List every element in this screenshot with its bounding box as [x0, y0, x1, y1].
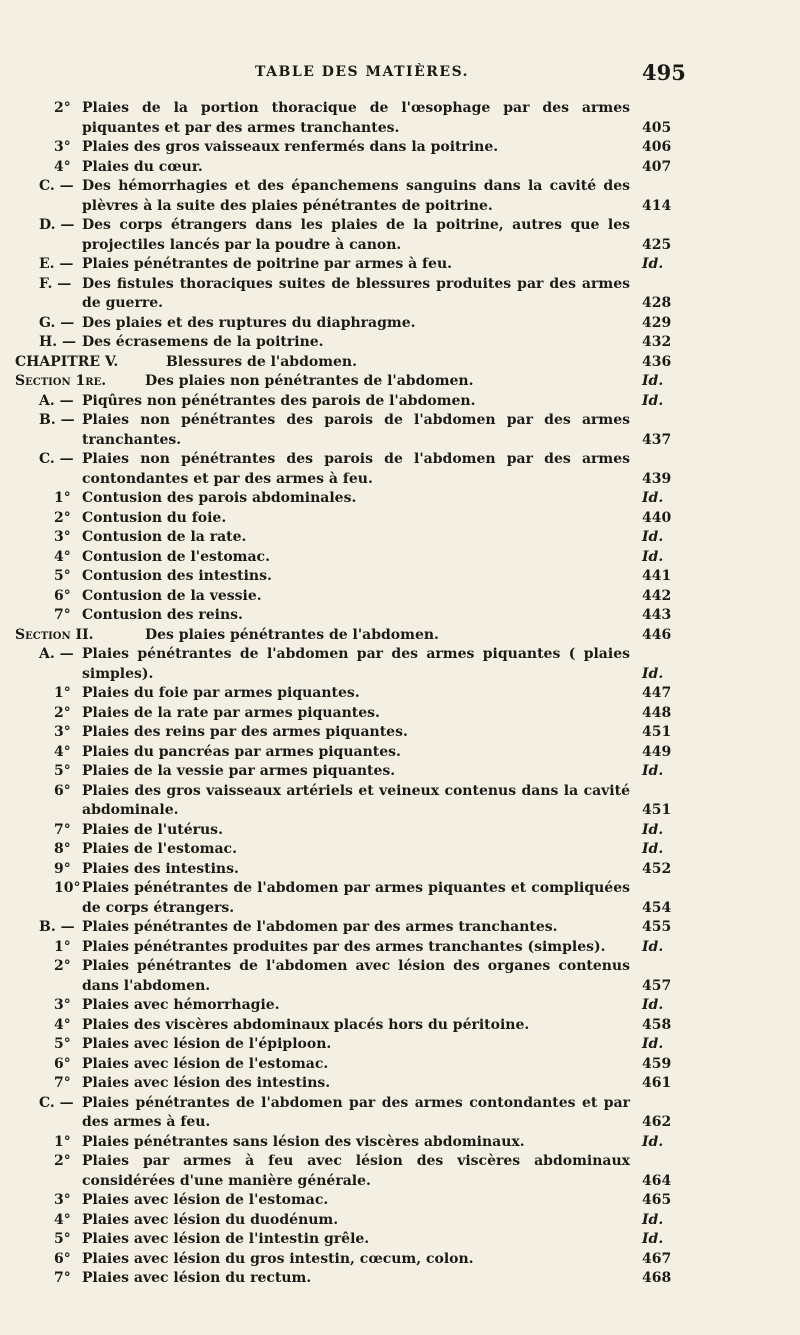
toc-entry-title: Contusion de la rate.: [82, 529, 247, 545]
toc-entry-title: Plaies du pancréas par armes piquantes.: [82, 743, 401, 760]
toc-entry-marker: B. —: [39, 919, 75, 935]
toc-entry-marker: A. —: [39, 646, 74, 662]
toc-entry-marker: 3°: [54, 1192, 71, 1208]
toc-entry-marker: 5°: [54, 568, 71, 584]
toc-entry-title: Plaies par armes à feu avec lésion des viscères abdominaux considérées d'une manière générale.: [82, 1153, 630, 1189]
toc-entry-title: Plaies pénétrantes sans lésion des viscères abdominaux.: [82, 1133, 525, 1150]
toc-entry: [0, 918, 800, 938]
toc-entry-page: 429: [642, 314, 672, 331]
toc-entry-page: Id.: [642, 997, 664, 1013]
toc-entry-marker: CHAPITRE V.: [15, 353, 119, 370]
toc-entry-marker: 2°: [54, 100, 71, 116]
toc-entry-title: Des plaies et des ruptures du diaphragme.: [82, 314, 416, 331]
toc-entry: [0, 626, 800, 646]
toc-entry-page: Id.: [642, 1231, 664, 1247]
toc-entry-marker: Section II.: [15, 626, 94, 643]
toc-entry: [0, 957, 800, 996]
toc-entry-page: Id.: [642, 665, 664, 682]
toc-entry-title: Plaies non pénétrantes des parois de l'abdomen par des armes contondantes et par des armes à feu.: [82, 451, 630, 487]
toc-entry-marker: 4°: [54, 1016, 71, 1033]
toc-entry-title: Plaies avec lésion du duodénum.: [82, 1211, 339, 1228]
toc-entry: [0, 1055, 800, 1075]
table-of-contents: [0, 99, 800, 1289]
toc-entry-title: Contusion des parois abdominales.: [82, 490, 357, 506]
toc-entry-page: 452: [642, 860, 672, 877]
toc-entry-marker: C. —: [39, 178, 74, 194]
toc-entry: [0, 450, 800, 489]
toc-entry-page: 405: [642, 119, 672, 136]
toc-entry-marker: 7°: [54, 1075, 71, 1091]
toc-entry-page: 458: [642, 1016, 672, 1033]
toc-entry-title: Des corps étrangers dans les plaies de la poitrine, autres que les projectiles lancés par la poudre à canon.: [82, 217, 630, 253]
toc-entry: [0, 762, 800, 782]
toc-entry-page: 454: [642, 899, 672, 916]
toc-entry-page: Id.: [642, 548, 664, 565]
toc-entry: [0, 704, 800, 724]
toc-entry-title: Plaies avec lésion de l'estomac.: [82, 1192, 329, 1208]
toc-entry-title: Plaies des reins par des armes piquantes.: [82, 724, 408, 740]
toc-entry: [0, 509, 800, 529]
toc-entry: [0, 548, 800, 568]
toc-entry-page: Id.: [642, 392, 664, 409]
toc-entry: [0, 1133, 800, 1153]
toc-entry-page: Id.: [642, 373, 664, 389]
toc-entry: [0, 255, 800, 275]
page-number: 495: [642, 60, 686, 85]
toc-entry-marker: 1°: [54, 685, 71, 701]
toc-entry: [0, 1191, 800, 1211]
toc-entry-marker: 1°: [54, 490, 71, 506]
toc-entry: [0, 158, 800, 178]
toc-entry-page: 462: [642, 1114, 672, 1130]
toc-entry-marker: 4°: [54, 1211, 71, 1228]
toc-entry-marker: 9°: [54, 860, 71, 877]
toc-entry-marker: 1°: [54, 1133, 71, 1150]
toc-entry-title: Des écrasemens de la poitrine.: [82, 334, 324, 350]
running-title: TABLE DES MATIÈRES.: [255, 64, 470, 80]
toc-entry-page: Id.: [642, 529, 664, 545]
toc-entry-marker: C. —: [39, 1094, 74, 1111]
toc-entry-page: 457: [642, 977, 672, 994]
toc-entry-title: Plaies non pénétrantes des parois de l'abdomen par des armes tranchantes.: [82, 412, 630, 448]
toc-entry-page: 428: [642, 295, 672, 311]
toc-entry: [0, 372, 800, 392]
toc-entry-marker: 6°: [54, 1250, 71, 1267]
toc-entry-marker: 3°: [54, 997, 71, 1013]
toc-entry-page: 451: [642, 802, 672, 818]
toc-entry: [0, 275, 800, 314]
toc-entry: [0, 138, 800, 158]
toc-entry: [0, 684, 800, 704]
toc-entry-marker: D. —: [39, 217, 75, 233]
toc-entry-title: Plaies du cœur.: [82, 158, 203, 175]
toc-entry-page: 406: [642, 139, 672, 155]
toc-entry-marker: 7°: [54, 607, 71, 623]
toc-entry-page: Id.: [642, 821, 664, 838]
toc-entry-page: Id.: [642, 763, 664, 779]
toc-entry-marker: A. —: [39, 392, 74, 409]
toc-entry-marker: B. —: [39, 412, 75, 428]
toc-entry: [0, 1016, 800, 1036]
toc-entry: [0, 821, 800, 841]
toc-entry-page: 439: [642, 470, 672, 487]
toc-entry-title: Plaies avec lésion de l'intestin grêle.: [82, 1231, 370, 1247]
toc-entry-title: Plaies pénétrantes produites par des armes tranchantes (simples).: [82, 938, 606, 955]
toc-entry: [0, 1230, 800, 1250]
page-header: [0, 60, 800, 88]
toc-entry: [0, 1074, 800, 1094]
toc-entry-marker: 4°: [54, 743, 71, 760]
toc-entry-title: Plaies avec lésion de l'épiploon.: [82, 1036, 332, 1052]
toc-entry-marker: 5°: [54, 1231, 71, 1247]
toc-entry: [0, 1094, 800, 1133]
toc-entry-marker: 3°: [54, 724, 71, 740]
toc-entry: [0, 528, 800, 548]
toc-entry-page: 461: [642, 1075, 672, 1091]
toc-entry-title: Plaies pénétrantes de l'abdomen par armes piquantes et compliquées de corps étrangers.: [82, 880, 630, 916]
toc-entry-marker: 6°: [54, 1055, 71, 1072]
toc-entry: [0, 353, 800, 373]
toc-entry-marker: 5°: [54, 763, 71, 779]
toc-entry-page: 446: [642, 626, 672, 643]
toc-entry-marker: 7°: [54, 821, 71, 838]
toc-entry-title: Plaies de l'estomac.: [82, 841, 237, 857]
toc-entry: [0, 938, 800, 958]
toc-entry-marker: 5°: [54, 1036, 71, 1052]
toc-entry-marker: 6°: [54, 587, 71, 604]
toc-entry: [0, 723, 800, 743]
toc-entry: [0, 587, 800, 607]
toc-entry-title: Plaies pénétrantes de poitrine par armes à feu.: [82, 256, 453, 272]
toc-entry-marker: E. —: [39, 256, 74, 272]
toc-entry-title: Blessures de l'abdomen.: [166, 353, 357, 370]
toc-entry-title: Plaies avec lésion des intestins.: [82, 1075, 331, 1091]
toc-entry: [0, 333, 800, 353]
toc-entry: [0, 99, 800, 138]
toc-entry-page: 465: [642, 1192, 672, 1208]
toc-entry-page: 447: [642, 685, 672, 701]
toc-entry-title: Contusion du foie.: [82, 509, 227, 526]
toc-entry-page: 459: [642, 1055, 672, 1072]
toc-entry: [0, 645, 800, 684]
toc-entry-page: Id.: [642, 1133, 664, 1150]
toc-entry-page: 407: [642, 158, 672, 175]
toc-entry-marker: 3°: [54, 139, 71, 155]
toc-entry-marker: 8°: [54, 841, 71, 857]
toc-entry-title: Plaies pénétrantes de l'abdomen par des armes piquantes ( plaies simples).: [82, 646, 630, 682]
toc-entry-page: 464: [642, 1172, 672, 1189]
toc-entry-marker: 2°: [54, 704, 71, 721]
toc-entry-page: 437: [642, 431, 672, 448]
toc-entry-title: Plaies avec lésion de l'estomac.: [82, 1055, 329, 1072]
toc-entry-page: 440: [642, 509, 672, 526]
toc-entry-title: Des fistules thoraciques suites de blessures produites par des armes de guerre.: [82, 275, 630, 311]
toc-entry: [0, 1269, 800, 1289]
toc-entry-page: 468: [642, 1270, 672, 1286]
toc-entry-page: 443: [642, 607, 672, 623]
toc-entry-page: Id.: [642, 841, 664, 857]
toc-entry-page: Id.: [642, 256, 664, 272]
toc-entry-title: Plaies de la rate par armes piquantes.: [82, 704, 380, 721]
toc-entry: [0, 1211, 800, 1231]
toc-entry-marker: 10°: [54, 880, 81, 896]
toc-entry-page: 467: [642, 1250, 672, 1267]
toc-entry-title: Des hémorrhagies et des épanchemens sanguins dans la cavité des plèvres à la suite des plaies pénétrantes de poitrine.: [82, 178, 630, 214]
toc-entry-title: Contusion de l'estomac.: [82, 548, 270, 565]
toc-entry-page: 448: [642, 704, 672, 721]
toc-entry: [0, 606, 800, 626]
toc-entry-page: 425: [642, 236, 672, 253]
toc-entry-marker: 2°: [54, 958, 71, 974]
toc-entry-page: 455: [642, 919, 672, 935]
toc-entry-title: Contusion des intestins.: [82, 568, 272, 584]
toc-entry-title: Plaies pénétrantes de l'abdomen par des armes contondantes et par des armes à feu.: [82, 1094, 630, 1130]
toc-entry-page: 441: [642, 568, 672, 584]
toc-entry: [0, 489, 800, 509]
toc-entry: [0, 1152, 800, 1191]
toc-entry-page: Id.: [642, 490, 664, 506]
toc-entry-page: Id.: [642, 1036, 664, 1052]
toc-entry-marker: 3°: [54, 529, 71, 545]
toc-entry-title: Plaies avec lésion du rectum.: [82, 1270, 312, 1286]
toc-entry-page: 436: [642, 353, 672, 370]
toc-entry: [0, 567, 800, 587]
toc-entry: [0, 177, 800, 216]
toc-entry-marker: 4°: [54, 158, 71, 175]
toc-entry: [0, 1250, 800, 1270]
toc-entry: [0, 1035, 800, 1055]
toc-entry-marker: 6°: [54, 782, 71, 799]
toc-entry-title: Plaies des gros vaisseaux artériels et veineux contenus dans la cavité abdominale.: [82, 782, 630, 818]
toc-entry-title: Plaies des gros vaisseaux renfermés dans la poitrine.: [82, 139, 499, 155]
toc-entry-marker: 7°: [54, 1270, 71, 1286]
toc-entry-title: Contusion des reins.: [82, 607, 243, 623]
toc-entry-title: Des plaies pénétrantes de l'abdomen.: [145, 626, 439, 643]
toc-entry-marker: Section 1re.: [15, 373, 107, 389]
toc-entry-marker: 2°: [54, 509, 71, 526]
toc-entry-page: 451: [642, 724, 672, 740]
toc-entry: [0, 996, 800, 1016]
toc-entry-title: Plaies des viscères abdominaux placés hors du péritoine.: [82, 1016, 530, 1033]
toc-entry-title: Plaies avec hémorrhagie.: [82, 997, 280, 1013]
toc-entry-page: Id.: [642, 1211, 664, 1228]
toc-entry-page: 414: [642, 197, 672, 214]
toc-entry-title: Plaies de la vessie par armes piquantes.: [82, 763, 396, 779]
toc-entry-page: 432: [642, 334, 672, 350]
toc-entry: [0, 392, 800, 412]
toc-entry-title: Plaies pénétrantes de l'abdomen avec lésion des organes contenus dans l'abdomen.: [82, 958, 630, 994]
toc-entry: [0, 782, 800, 821]
toc-entry: [0, 879, 800, 918]
toc-entry-page: Id.: [642, 938, 664, 955]
toc-entry-page: 442: [642, 587, 672, 604]
toc-entry-title: Des plaies non pénétrantes de l'abdomen.: [145, 373, 474, 389]
toc-entry-title: Plaies des intestins.: [82, 860, 239, 877]
toc-entry: [0, 411, 800, 450]
toc-entry: [0, 216, 800, 255]
toc-entry-marker: C. —: [39, 451, 74, 467]
toc-entry-marker: H. —: [39, 334, 76, 350]
toc-entry-title: Plaies du foie par armes piquantes.: [82, 685, 360, 701]
toc-entry-title: Plaies avec lésion du gros intestin, cœcum, colon.: [82, 1250, 474, 1267]
toc-entry-marker: 1°: [54, 938, 71, 955]
toc-entry-title: Plaies de l'utérus.: [82, 821, 223, 838]
toc-entry-title: Contusion de la vessie.: [82, 587, 262, 604]
toc-entry-marker: 2°: [54, 1153, 71, 1169]
toc-entry-page: 449: [642, 743, 672, 760]
toc-entry-title: Piqûres non pénétrantes des parois de l'abdomen.: [82, 392, 476, 409]
toc-entry: [0, 860, 800, 880]
toc-entry: [0, 743, 800, 763]
toc-entry-marker: G. —: [39, 314, 75, 331]
toc-entry-marker: 4°: [54, 548, 71, 565]
toc-entry-marker: F. —: [39, 275, 72, 292]
toc-entry-title: Plaies pénétrantes de l'abdomen par des armes tranchantes.: [82, 919, 558, 935]
toc-entry: [0, 314, 800, 334]
toc-entry-title: Plaies de la portion thoracique de l'œsophage par des armes piquantes et par des armes tranchantes.: [82, 100, 630, 136]
toc-entry: [0, 840, 800, 860]
